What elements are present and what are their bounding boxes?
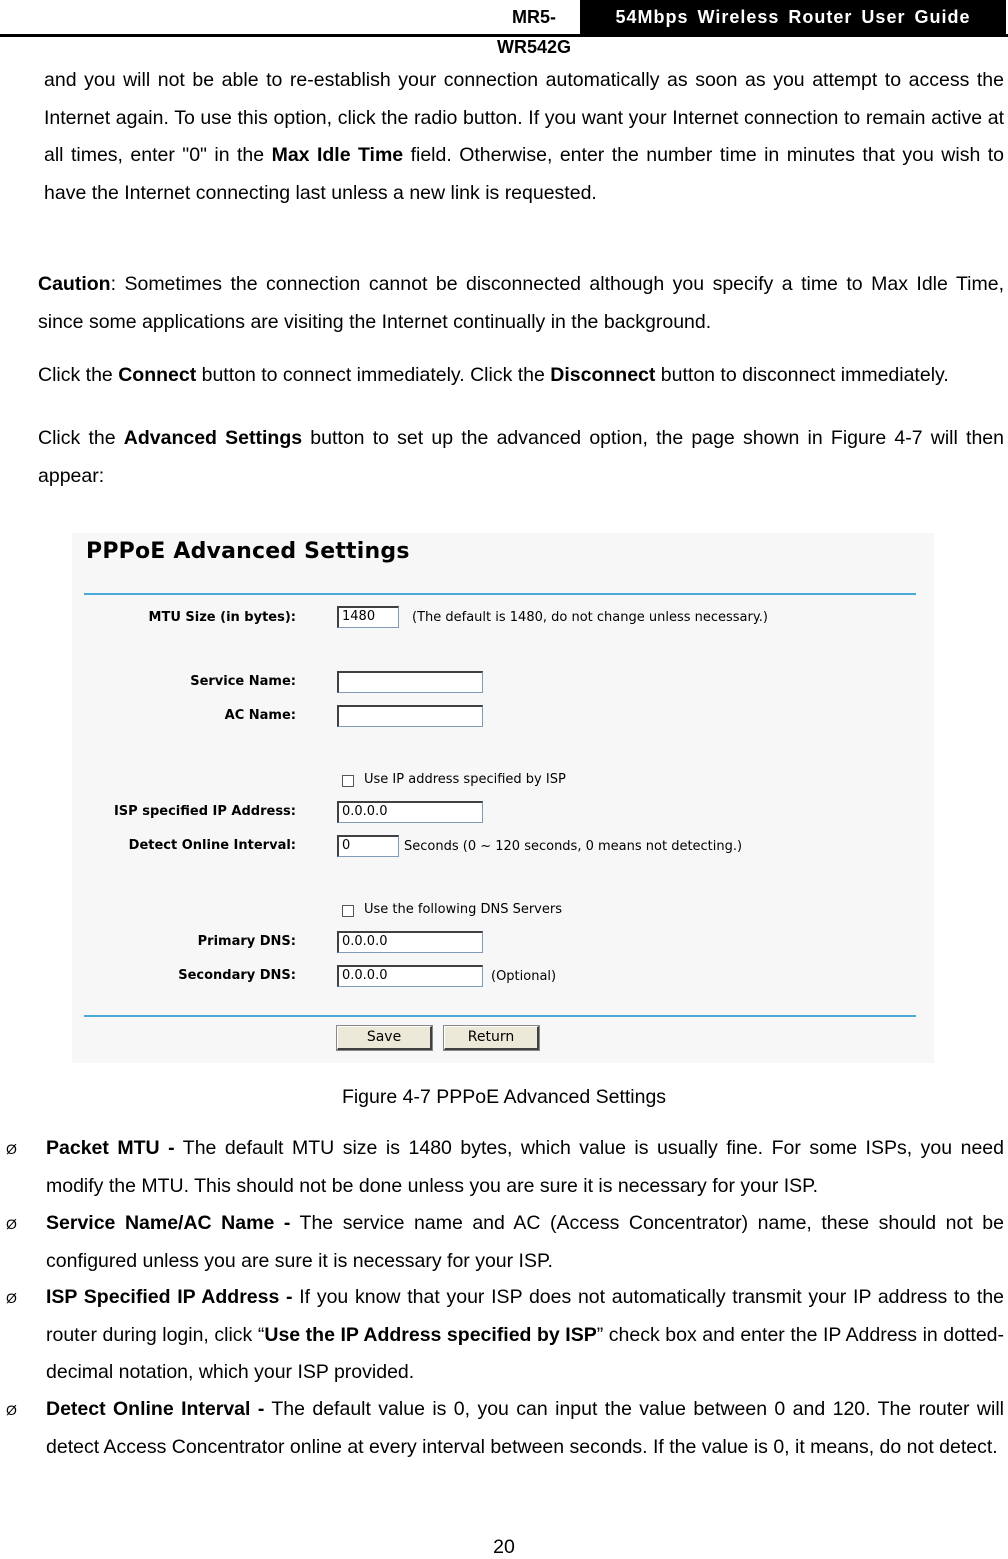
pppoe-settings-figure [72, 533, 934, 1063]
mtu-label: MTU Size (in bytes): [148, 610, 296, 625]
figure-title: PPPoE Advanced Settings [86, 539, 410, 564]
use-isp-ip-label: Use IP address specified by ISP [364, 772, 566, 787]
page-header [0, 0, 1008, 57]
figure-bottom-rule [84, 1015, 916, 1017]
detect-interval-input[interactable]: 0 [337, 835, 399, 857]
secondary-dns-input[interactable]: 0.0.0.0 [337, 965, 483, 987]
use-dns-label: Use the following DNS Servers [364, 902, 562, 917]
save-button[interactable]: Save [337, 1026, 432, 1050]
detect-interval-note: Seconds (0 ~ 120 seconds, 0 means not detecting.) [404, 839, 743, 854]
mtu-input[interactable]: 1480 [337, 606, 399, 628]
bullet-icon: Ø [6, 1290, 17, 1306]
bullet-detect-interval: Detect Online Interval - The default value is 0, you can input the value between 0 and 120. The router will detect Access Concentrator online at every interval between seconds. If the value is 0, it means, do not detect. [46, 1398, 1005, 1458]
secondary-dns-note: (Optional) [491, 969, 557, 984]
mtu-note: (The default is 1480, do not change unless necessary.) [412, 610, 768, 625]
connect-paragraph: Click the Connect button to connect immediately. Click the Disconnect button to disconnect immediately. [38, 364, 949, 386]
primary-dns-input[interactable]: 0.0.0.0 [337, 931, 483, 953]
isp-ip-input[interactable]: 0.0.0.0 [337, 801, 483, 823]
bullet-service-name: Service Name/AC Name - The service name and AC (Access Concentrator) name, these should not be configured unless you are sure it is necessary for your ISP. [46, 1212, 1004, 1272]
bullet-packet-mtu: Packet MTU - The default MTU size is 1480 bytes, which value is usually fine. For some ISPs, you need modify the MTU. This should not be done unless you are sure it is necessary for your ISP. [46, 1137, 1004, 1197]
model-name: MR5-WR542G [496, 7, 572, 57]
use-dns-checkbox[interactable] [342, 905, 354, 917]
bullet-icon: Ø [6, 1402, 17, 1418]
ac-name-input[interactable] [337, 705, 483, 727]
intro-paragraph: and you will not be able to re-establish your connection automatically as soon as you attempt to access the Internet again. To use this option, click the radio button. If you want your Internet connection to remain active at all times, enter "0" in the Max Idle Time field. Otherwise, enter the number time in minutes that you wish to have the Internet connecting last unless a new link is requested. [44, 69, 1004, 204]
bullet-isp-ip: ISP Specified IP Address - If you know that your ISP does not automatically transmit your IP address to the router during login, click “Use the IP Address specified by ISP” check box and enter the IP Address in dotted-decimal notation, which your ISP provided. [46, 1286, 1005, 1383]
service-name-label: Service Name: [190, 674, 296, 689]
bullet-icon: Ø [6, 1141, 17, 1157]
figure-top-rule [84, 593, 916, 595]
page-number: 20 [493, 1536, 515, 1558]
figure-caption: Figure 4-7 PPPoE Advanced Settings [341, 1086, 667, 1108]
service-name-input[interactable] [337, 671, 483, 693]
use-isp-ip-checkbox[interactable] [342, 775, 354, 787]
return-button[interactable]: Return [444, 1026, 539, 1050]
detect-interval-label: Detect Online Interval: [128, 838, 296, 853]
isp-ip-label: ISP specified IP Address: [113, 804, 296, 819]
caution-paragraph: Caution: Sometimes the connection cannot be disconnected although you specify a time to Max Idle Time, since some applications are visiting the Internet continually in the background. [38, 273, 1004, 333]
guide-title: 54Mbps Wireless Router User Guide [580, 0, 1006, 34]
header-rule [0, 34, 1008, 37]
ac-name-label: AC Name: [224, 708, 296, 723]
advanced-paragraph: Click the Advanced Settings button to set up the advanced option, the page shown in Figure 4-7 will then appear: [38, 427, 1004, 487]
secondary-dns-label: Secondary DNS: [178, 968, 296, 983]
bullet-icon: Ø [6, 1216, 17, 1232]
primary-dns-label: Primary DNS: [197, 934, 296, 949]
